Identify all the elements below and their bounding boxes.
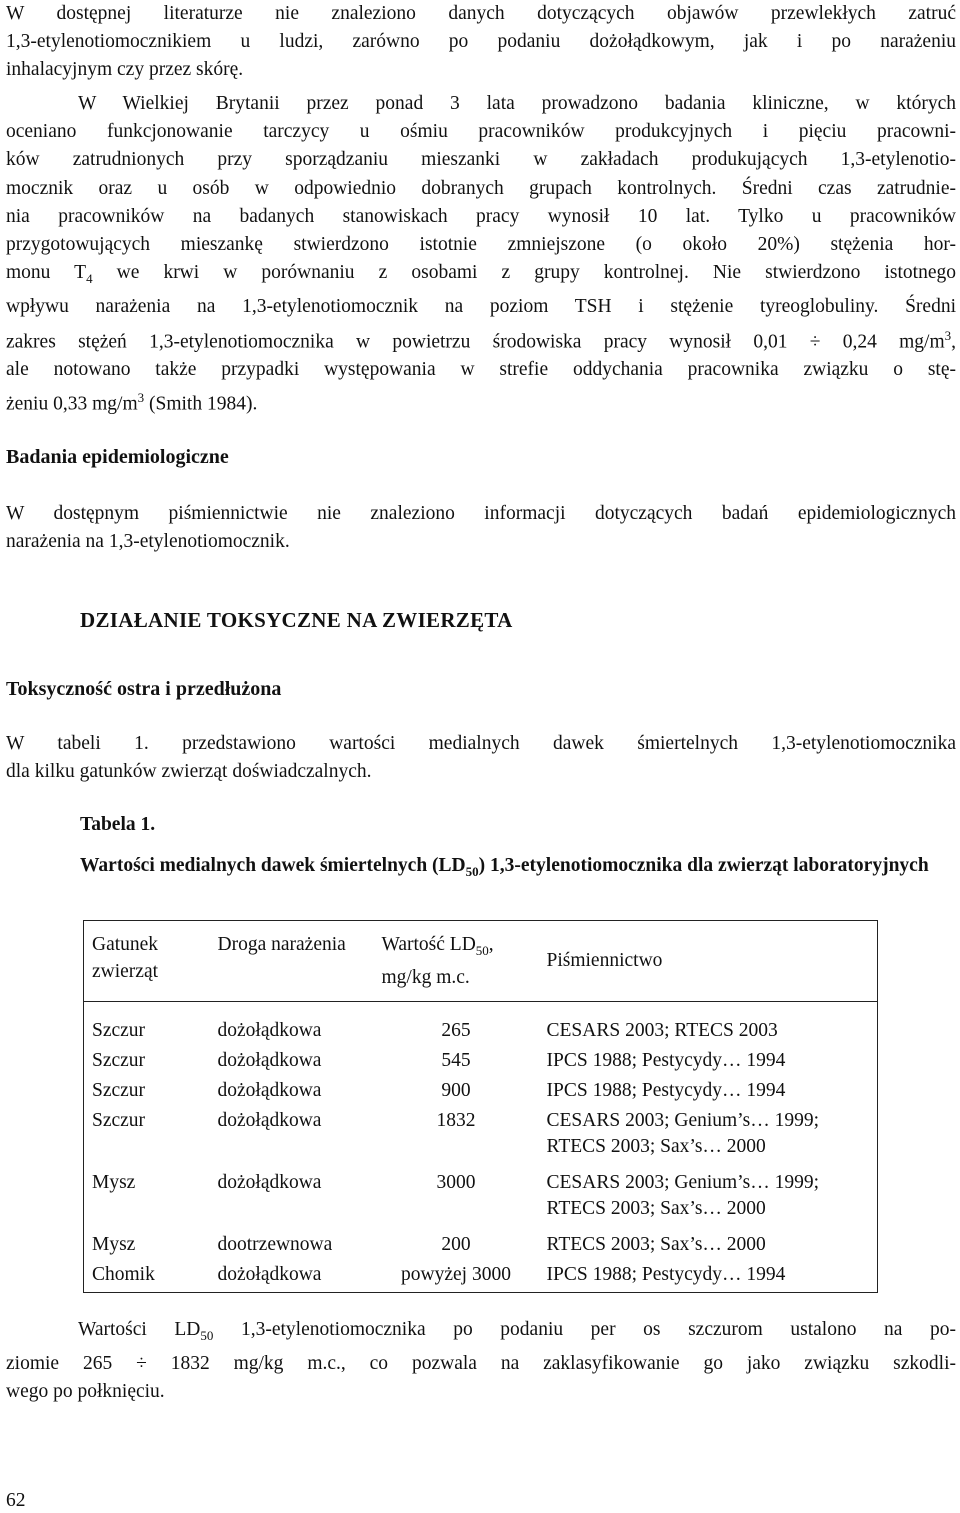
text-line: zakres stężeń 1,3-etylenotiomocznika w powietrzu środowiska pracy wynosił 0,01 ÷ 0,24 $mg/m^3$, (6, 327, 956, 353)
table-row (84, 1260, 878, 1293)
table-caption: Wartości medialnych dawek śmiertelnych $(LD_{50})$ 1,3-etylenotiomocznika dla zwierząt laboratoryjnych (80, 855, 929, 879)
table-row (84, 1076, 878, 1106)
cell-route: dożołądkowa (217, 1079, 322, 1101)
cell-species: Szczur (84, 1046, 210, 1076)
cell-references: CESARS 2003; Genium’s… 1999; RTECS 2003; Sax’s… 2000 (539, 1106, 878, 1168)
cell-route: dożołądkowa (217, 1109, 322, 1131)
text-line: wpływu narażenia na 1,3-etylenotiomocznik na poziom TSH i stężenie tyreoglobuliny. Średni (6, 296, 956, 318)
cell-references: IPCS 1988; Pestycydy… 1994 (539, 1260, 878, 1293)
epidemiology-heading: Badania epidemiologiczne (6, 446, 229, 468)
text-line: W dostępnym piśmiennictwie nie znaleziono informacji dotyczących badań epidemiologicznych (6, 503, 956, 524)
cell-species: Mysz (84, 1230, 210, 1260)
text-line: inhalacyjnym czy przez skórę. (6, 59, 244, 81)
table-row (84, 1106, 878, 1168)
cell-value: 545 (441, 1049, 471, 1071)
text-line: 1,3-etylenotiomocznikiem u ludzi, zarówno po podaniu dożołądkowym, jak i po narażeniu (6, 31, 956, 53)
cell-species: Szczur (84, 1076, 210, 1106)
table-header-row (84, 921, 878, 1002)
cell-references: IPCS 1988; Pestycydy… 1994 (539, 1046, 878, 1076)
text-line: Wartości $LD_{50}$ 1,3-etylenotiomocznika po podaniu per os szczurom ustalono na po- (78, 1319, 956, 1343)
table-row (84, 1230, 878, 1260)
cell-species: Szczur (84, 1001, 210, 1046)
intro-paragraph (6, 0, 956, 85)
cell-references: IPCS 1988; Pestycydy… 1994 (539, 1076, 878, 1106)
table-row (84, 1046, 878, 1076)
ld50-table (83, 920, 878, 1293)
text-line: żeniu 0,33 $mg/m^3$ (Smith 1984). (6, 390, 258, 415)
cell-value: 900 (441, 1079, 471, 1101)
text-line: ków zatrudnionych przy sporządzaniu mieszanki w zakładach produkujących 1,3-etylenotio- (6, 149, 956, 171)
table-row (84, 1168, 878, 1230)
cell-references: CESARS 2003; RTECS 2003 (539, 1001, 878, 1046)
header-value: Wartość $LD_{50}$, mg/kg m.c. (374, 921, 539, 1002)
table-row (84, 1001, 878, 1046)
text-line: narażenia na 1,3-etylenotiomocznik. (6, 531, 290, 553)
text-line: oceniano funkcjonowanie tarczycy u ośmiu pracowników produkcyjnych i pięciu pracowni- (6, 121, 956, 143)
cell-value: 1832 (436, 1109, 476, 1131)
uk-study-paragraph (6, 90, 956, 419)
cell-references: CESARS 2003; Genium’s… 1999; RTECS 2003; Sax’s… 2000 (539, 1168, 878, 1230)
cell-value: 265 (441, 1019, 471, 1041)
header-references: Piśmiennictwo (539, 921, 878, 1002)
cell-route: dożołądkowa (210, 1260, 374, 1293)
cell-species: Mysz (84, 1168, 210, 1230)
header-species: Gatunek zwierząt (84, 921, 210, 1002)
text-line: dla kilku gatunków zwierząt doświadczalnych. (6, 761, 372, 783)
cell-value: powyżej 3000 (374, 1260, 539, 1293)
page-number: 62 (6, 1490, 26, 1511)
epidemiology-paragraph (6, 500, 956, 556)
cell-species: Szczur (84, 1106, 210, 1168)
text-line: W tabeli 1. przedstawiono wartości medialnych dawek śmiertelnych 1,3-etylenotiomocznika (6, 733, 956, 754)
cell-species: Chomik (84, 1260, 210, 1293)
text-line: nia pracowników na badanych stanowiskach pracy wynosił 10 lat. Tylko u pracowników (6, 205, 956, 227)
text-line: mocznik oraz u osób w odpowiednio dobranych grupach kontrolnych. Średni czas zatrudnie- (6, 177, 956, 199)
cell-route: dożołądkowa (217, 1049, 322, 1071)
text-line: monu $T_4$ we krwi w porównaniu z osobami z grupy kontrolnej. Nie stwierdzono istotnego (6, 262, 956, 287)
chapter-heading: DZIAŁANIE TOKSYCZNE NA ZWIERZĘTA (80, 608, 513, 632)
cell-route: dożołądkowa (217, 1019, 322, 1041)
text-line: przygotowujących mieszankę stwierdzono istotnie zmniejszone (o około 20%) stężenia hor- (6, 234, 956, 256)
header-route: Droga narażenia (210, 921, 374, 1002)
text-line: W dostępnej literaturze nie znaleziono danych dotyczących objawów przewlekłych zatruć (6, 3, 956, 24)
cell-references: RTECS 2003; Sax’s… 2000 (539, 1230, 878, 1260)
table-label: Tabela 1. (80, 814, 156, 835)
text-line: wego po połknięciu. (6, 1381, 165, 1403)
text-line: ale notowano także przypadki występowania w strefie oddychania pracownika związku o stę- (6, 359, 956, 381)
acute-toxicity-heading: Toksyczność ostra i przedłużona (6, 678, 282, 700)
cell-route: dożołądkowa (217, 1171, 322, 1193)
cell-value: 3000 (436, 1171, 476, 1193)
closing-paragraph (6, 1316, 956, 1407)
cell-route: dootrzewnowa (217, 1233, 333, 1255)
text-line: ziomie 265 ÷ 1832 mg/kg m.c., co pozwala na zaklasyfikowanie go jako związku szkodli- (6, 1353, 956, 1375)
cell-value: 200 (441, 1233, 471, 1255)
table-intro-paragraph (6, 730, 956, 786)
text-line: W Wielkiej Brytanii przez ponad 3 lata prowadzono badania kliniczne, w których (78, 93, 956, 114)
